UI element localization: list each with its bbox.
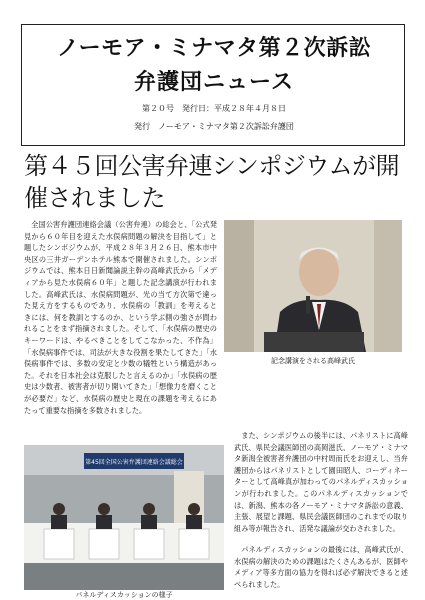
article-paragraph-2: また、シンポジウムの後半には、パネリストに高峰武氏、県民会議医師団の高岡滋氏、ノーモア・ミナマタ新潟全被害者弁護団の中村周而氏をお迎えし、当弁護団からはパネリストとして園田昭人、コーディネーターとして高峰真が加わってのパネルディスカッションが行われました。このパネルディスカッションでは、新潟、熊本の各ノーモア・ミナマタ訴訟の意義、主張、展望と課題、県民会議医師団のこれまでの取り組み等が報告され、活発な議論が交わされました。 [234, 431, 408, 533]
speaker-photo-caption: 記念講演をされる高峰武氏 [271, 357, 355, 365]
article-headline: 第４５回公害弁連シンポジウムが開催されました [24, 152, 400, 212]
newsletter-title-line1: ノーモア・ミナマタ第２次訴訟 [56, 36, 372, 61]
panel-discussion-illustration [24, 445, 224, 590]
masthead [21, 24, 405, 146]
article-paragraph-3: パネルディスカッションの最後には、高峰武氏が、水俣病の解決のための課題はたくさんあるが、医師やメディア等多方面の協力を得れば必ず解決できると述べられました。 [234, 545, 408, 589]
panel-photo-caption: パネルディスカッションの様子 [24, 590, 224, 600]
publisher-info: 発行 ノーモア・ミナマタ第２次訴訟弁護団 [134, 122, 294, 131]
speaker-photo [224, 220, 402, 352]
issue-info: 第２０号 発行日：平成２８年４月８日 [142, 104, 286, 113]
speaker-photo-illustration [224, 220, 402, 352]
article-paragraph-1: 全国公害弁護団連絡会議（公害弁連）の総会と、「公式発見から６０年目を迎えた水俣病問題の解決を目指して」と題したシンポジウムが、平成２８年３月２６日、熊本市中央区の三井ガーデンホテル熊本で開催されました。シンポジウムでは、熊本日日新聞論説主幹の高峰武氏から「メディアから見た水俣病６０年」と題した記念講演が行われました。高峰武氏は、水俣病問題が、光の当て方次第で違った見え方をするものであり、水俣病の「教訓」を考えるときには、何を教訓とするのか、という学ぶ側の強さが問われることをまず指摘されました。そして、「水俣病の歴史のキーワードは、やるべきことをしてこなかった、不作為」「水俣病事件では、司法が大きな役割を果たしてきた」「水俣病事件では、多数の安定と少数の犠牲という構造があった。それを日本社会は克服したと言えるのか」「水俣病の歴史は少数者、被害者が切り開いてきた」「想像力を磨くことが必要だ」など、水俣病の歴史と現在の課題を考えるにあたって重要な指摘を多数されました。 [24, 220, 217, 415]
banner-text: 第45回全国公害弁護団連絡会議総会 [85, 459, 183, 466]
panel-discussion-photo [24, 445, 224, 590]
newsletter-title-line2: 弁護団ニュース [134, 70, 294, 95]
